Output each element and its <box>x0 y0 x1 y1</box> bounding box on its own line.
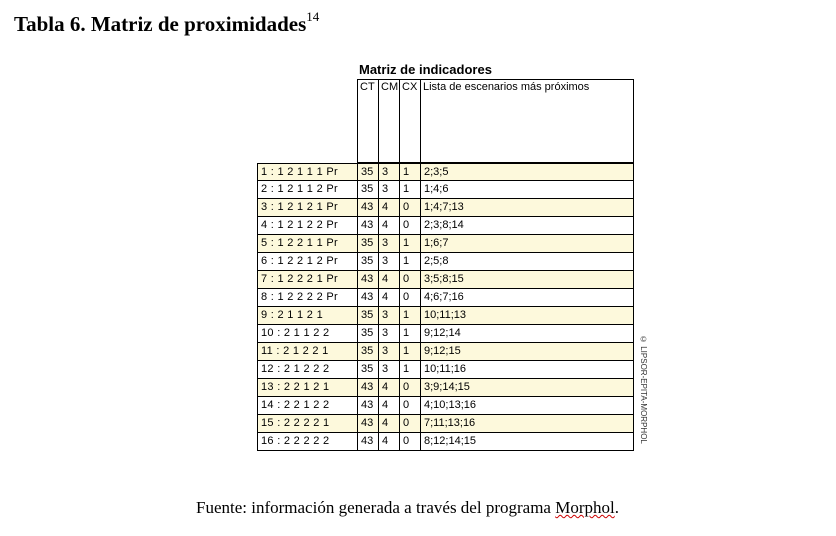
scenario-label: 7 : 1 2 2 2 1 Pr <box>257 271 357 289</box>
scenario-label: 14 : 2 2 1 2 2 <box>257 397 357 415</box>
closest-scenarios: 8;12;14;15 <box>420 433 634 451</box>
cx-value: 1 <box>399 163 420 181</box>
header-list: Lista de escenarios más próximos <box>423 81 590 93</box>
cm-value: 3 <box>378 181 399 199</box>
table-row <box>257 235 634 253</box>
closest-scenarios: 10;11;16 <box>420 361 634 379</box>
cx-value: 0 <box>399 271 420 289</box>
ct-value: 43 <box>357 415 378 433</box>
cm-value: 3 <box>378 253 399 271</box>
closest-scenarios: 3;5;8;15 <box>420 271 634 289</box>
table-row <box>257 379 634 397</box>
closest-scenarios: 2;3;8;14 <box>420 217 634 235</box>
ct-value: 35 <box>357 253 378 271</box>
footnote-ref: 14 <box>306 9 320 24</box>
header-ct: CT <box>358 80 379 162</box>
table-row <box>257 271 634 289</box>
scenario-label: 4 : 1 2 1 2 2 Pr <box>257 217 357 235</box>
source-note <box>196 498 619 518</box>
cm-value: 4 <box>378 289 399 307</box>
cx-value: 1 <box>399 253 420 271</box>
matrix-title: Matriz de indicadores <box>359 62 492 77</box>
closest-scenarios: 3;9;14;15 <box>420 379 634 397</box>
closest-scenarios: 4;10;13;16 <box>420 397 634 415</box>
ct-value: 43 <box>357 379 378 397</box>
ct-value: 35 <box>357 163 378 181</box>
ct-value: 43 <box>357 199 378 217</box>
table-row <box>257 217 634 235</box>
scenario-label: 3 : 1 2 1 2 1 Pr <box>257 199 357 217</box>
ct-value: 43 <box>357 397 378 415</box>
ct-value: 35 <box>357 235 378 253</box>
scenario-label: 9 : 2 1 1 2 1 <box>257 307 357 325</box>
closest-scenarios: 1;6;7 <box>420 235 634 253</box>
cx-value: 1 <box>399 307 420 325</box>
closest-scenarios: 2;3;5 <box>420 163 634 181</box>
source-program: Morphol <box>555 498 615 517</box>
cm-value: 4 <box>378 415 399 433</box>
ct-value: 35 <box>357 307 378 325</box>
scenario-label: 1 : 1 2 1 1 1 Pr <box>257 163 357 181</box>
ct-value: 43 <box>357 433 378 451</box>
cm-value: 3 <box>378 163 399 181</box>
ct-value: 35 <box>357 361 378 379</box>
scenario-label: 13 : 2 2 1 2 1 <box>257 379 357 397</box>
scenario-label: 5 : 1 2 2 1 1 Pr <box>257 235 357 253</box>
cm-value: 4 <box>378 379 399 397</box>
scenario-label: 11 : 2 1 2 2 1 <box>257 343 357 361</box>
closest-scenarios: 7;11;13;16 <box>420 415 634 433</box>
cm-value: 4 <box>378 217 399 235</box>
cm-value: 3 <box>378 307 399 325</box>
closest-scenarios: 9;12;14 <box>420 325 634 343</box>
closest-scenarios: 9;12;15 <box>420 343 634 361</box>
ct-value: 35 <box>357 181 378 199</box>
scenario-label: 16 : 2 2 2 2 2 <box>257 433 357 451</box>
closest-scenarios: 1;4;6 <box>420 181 634 199</box>
cm-value: 4 <box>378 397 399 415</box>
cx-value: 1 <box>399 343 420 361</box>
cx-value: 1 <box>399 325 420 343</box>
scenario-label: 10 : 2 1 1 2 2 <box>257 325 357 343</box>
cm-value: 4 <box>378 271 399 289</box>
table-row <box>257 361 634 379</box>
side-credit: © LIPSOR-EPITA-MORPHOL <box>639 335 648 444</box>
closest-scenarios: 4;6;7;16 <box>420 289 634 307</box>
cm-value: 3 <box>378 235 399 253</box>
cm-value: 3 <box>378 325 399 343</box>
cx-value: 0 <box>399 433 420 451</box>
table-row <box>257 325 634 343</box>
page-title <box>14 11 319 37</box>
table-row <box>257 433 634 451</box>
table-row <box>257 163 634 181</box>
table-row <box>257 181 634 199</box>
cx-value: 0 <box>399 415 420 433</box>
cx-value: 0 <box>399 217 420 235</box>
cx-value: 1 <box>399 361 420 379</box>
cx-value: 0 <box>399 397 420 415</box>
cm-value: 3 <box>378 361 399 379</box>
closest-scenarios: 2;5;8 <box>420 253 634 271</box>
closest-scenarios: 1;4;7;13 <box>420 199 634 217</box>
table-row <box>257 307 634 325</box>
cx-value: 0 <box>399 199 420 217</box>
cx-value: 0 <box>399 379 420 397</box>
ct-value: 43 <box>357 217 378 235</box>
cx-value: 1 <box>399 181 420 199</box>
scenario-label: 12 : 2 1 2 2 2 <box>257 361 357 379</box>
table-row <box>257 397 634 415</box>
cm-value: 3 <box>378 343 399 361</box>
scenario-label: 2 : 1 2 1 1 2 Pr <box>257 181 357 199</box>
scenario-label: 15 : 2 2 2 2 1 <box>257 415 357 433</box>
table-row <box>257 253 634 271</box>
cm-value: 4 <box>378 433 399 451</box>
ct-value: 43 <box>357 289 378 307</box>
matrix-header <box>357 79 634 163</box>
cm-value: 4 <box>378 199 399 217</box>
source-suffix: . <box>614 498 619 517</box>
cx-value: 0 <box>399 289 420 307</box>
scenario-label: 6 : 1 2 2 1 2 Pr <box>257 253 357 271</box>
table-row <box>257 343 634 361</box>
matrix-rows <box>257 163 634 451</box>
header-cx: CX <box>400 80 421 162</box>
title-text: Tabla 6. Matriz de proximidades <box>14 12 307 36</box>
scenario-label: 8 : 1 2 2 2 2 Pr <box>257 289 357 307</box>
header-cm: CM <box>379 80 400 162</box>
cx-value: 1 <box>399 235 420 253</box>
table-row <box>257 199 634 217</box>
ct-value: 43 <box>357 271 378 289</box>
source-prefix: Fuente: información generada a través del programa <box>196 498 556 517</box>
closest-scenarios: 10;11;13 <box>420 307 634 325</box>
table-row <box>257 415 634 433</box>
ct-value: 35 <box>357 325 378 343</box>
table-row <box>257 289 634 307</box>
ct-value: 35 <box>357 343 378 361</box>
